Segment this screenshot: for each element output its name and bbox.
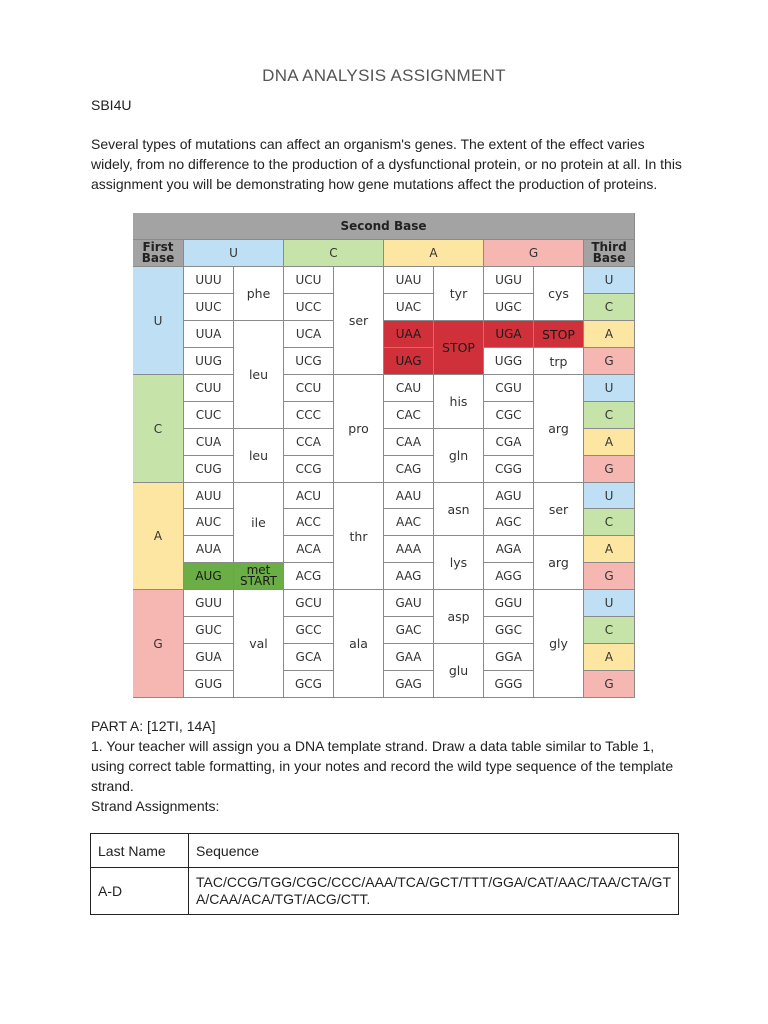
page-title: DNA ANALYSIS ASSIGNMENT <box>262 66 506 85</box>
third-base-cell: U <box>584 483 635 509</box>
codon-cell: CGC <box>484 402 534 429</box>
codon-cell: UAA <box>384 321 434 348</box>
first-base-header-text: Base <box>141 251 175 265</box>
amino-acid-stop: STOP <box>534 321 584 348</box>
third-base-cell: C <box>584 617 635 644</box>
codon-cell: UGG <box>484 348 534 375</box>
course-code: SBI4U <box>91 97 132 113</box>
codon-cell: UAG <box>384 348 434 375</box>
third-base-cell: G <box>584 563 635 590</box>
amino-acid-phe: phe <box>234 267 284 321</box>
table-header-row <box>91 834 679 868</box>
codon-cell: ACG <box>284 563 334 590</box>
amino-acid-stop: STOP <box>434 321 484 375</box>
first-base-header-text: First <box>142 240 174 254</box>
codon-cell: GUG <box>184 671 234 698</box>
codon-cell: UUG <box>184 348 234 375</box>
codon-cell: CUU <box>184 375 234 402</box>
amino-acid-val: val <box>234 590 284 698</box>
intro-line: Several types of mutations can affect an organism's genes. The extent of the effect varies <box>91 136 645 152</box>
third-base-cell: C <box>584 509 635 536</box>
codon-cell: AGG <box>484 563 534 590</box>
codon-cell: ACU <box>284 483 334 509</box>
codon-cell: GCC <box>284 617 334 644</box>
strand-assignments-table <box>90 833 679 915</box>
column-header-last-name: Last Name <box>91 834 189 868</box>
second-base-cell: A <box>384 240 484 267</box>
amino-acid-ile: ile <box>234 483 284 563</box>
last-name-cell: A-D <box>91 868 189 915</box>
first-base-header <box>133 240 184 267</box>
codon-cell: ACA <box>284 536 334 563</box>
codon-cell: AGC <box>484 509 534 536</box>
amino-acid-trp: trp <box>534 348 584 375</box>
codon-cell: AUU <box>184 483 234 509</box>
amino-acid-ser: ser <box>334 267 384 375</box>
amino-acid-his: his <box>434 375 484 429</box>
amino-acid-asp: asp <box>434 590 484 644</box>
codon-cell: CCU <box>284 375 334 402</box>
first-base-cell: C <box>133 375 184 483</box>
codon-cell: UUC <box>184 294 234 321</box>
codon-cell: AGA <box>484 536 534 563</box>
codon-cell: UCC <box>284 294 334 321</box>
amino-acid-cys: cys <box>534 267 584 321</box>
third-base-cell: G <box>584 456 635 483</box>
codon-cell: GUC <box>184 617 234 644</box>
amino-acid-ala: ala <box>334 590 384 698</box>
part-a-instruction-line: using correct table formatting, in your notes and record the wild type sequence of the template <box>91 758 674 774</box>
codon-cell: UUA <box>184 321 234 348</box>
codon-cell: CUC <box>184 402 234 429</box>
amino-acid-arg: arg <box>534 536 584 590</box>
codon-cell: UAC <box>384 294 434 321</box>
amino-acid-thr: thr <box>334 483 384 590</box>
codon-cell: UUU <box>184 267 234 294</box>
codon-cell: GCA <box>284 644 334 671</box>
strand-assignments-label: Strand Assignments: <box>91 798 220 814</box>
codon-cell: UGU <box>484 267 534 294</box>
codon-cell: AUA <box>184 536 234 563</box>
intro-line: widely, from no difference to the production of a dysfunctional protein, or no protein at all. In this <box>91 156 682 172</box>
third-base-header-text: Third <box>591 240 627 254</box>
amino-acid-lys: lys <box>434 536 484 590</box>
codon-cell: GUU <box>184 590 234 617</box>
codon-cell: CAG <box>384 456 434 483</box>
codon-cell: CAU <box>384 375 434 402</box>
codon-cell: CAA <box>384 429 434 456</box>
codon-cell: GAA <box>384 644 434 671</box>
codon-cell: GGG <box>484 671 534 698</box>
sequence-line: A/CAA/ACA/TGT/ACG/CTT. <box>196 891 371 907</box>
codon-cell: CGA <box>484 429 534 456</box>
codon-cell: CCG <box>284 456 334 483</box>
codon-cell: GUA <box>184 644 234 671</box>
codon-cell: ACC <box>284 509 334 536</box>
amino-acid-glu: glu <box>434 644 484 698</box>
amino-acid-met-start <box>234 563 284 590</box>
second-base-cell: G <box>484 240 584 267</box>
amino-acid-pro: pro <box>334 375 384 483</box>
third-base-cell: A <box>584 644 635 671</box>
codon-cell: GCG <box>284 671 334 698</box>
first-base-cell: A <box>133 483 184 590</box>
codon-cell: UAU <box>384 267 434 294</box>
third-base-header <box>584 240 635 267</box>
codon-cell: CCA <box>284 429 334 456</box>
codon-cell: AUG <box>184 563 234 590</box>
codon-cell: UCU <box>284 267 334 294</box>
first-base-cell: U <box>133 267 184 375</box>
codon-cell: AAC <box>384 509 434 536</box>
second-base-cell: C <box>284 240 384 267</box>
third-base-cell: C <box>584 402 635 429</box>
third-base-cell: A <box>584 536 635 563</box>
third-base-cell: C <box>584 294 635 321</box>
codon-cell: CAC <box>384 402 434 429</box>
part-a-section <box>91 716 691 816</box>
codon-cell: UCA <box>284 321 334 348</box>
amino-acid-gln: gln <box>434 429 484 483</box>
third-base-cell: U <box>584 375 635 402</box>
table-row <box>91 868 679 915</box>
third-base-cell: G <box>584 348 635 375</box>
first-base-cell: G <box>133 590 184 698</box>
part-a-heading: PART A: [12TI, 14A] <box>91 718 216 734</box>
second-base-header: Second Base <box>133 213 635 240</box>
third-base-cell: A <box>584 429 635 456</box>
codon-cell: UGA <box>484 321 534 348</box>
codon-cell: GAC <box>384 617 434 644</box>
sequence-cell <box>189 868 679 915</box>
amino-acid-leu: leu <box>234 321 284 429</box>
codon-cell: GGU <box>484 590 534 617</box>
codon-cell: CGU <box>484 375 534 402</box>
codon-cell: GAG <box>384 671 434 698</box>
amino-acid-asn: asn <box>434 483 484 536</box>
codon-cell: GGC <box>484 617 534 644</box>
amino-acid-arg: arg <box>534 375 584 483</box>
codon-cell: AAA <box>384 536 434 563</box>
third-base-cell: U <box>584 590 635 617</box>
amino-acid-gly: gly <box>534 590 584 698</box>
codon-cell: GGA <box>484 644 534 671</box>
codon-table <box>133 213 635 698</box>
codon-cell: UGC <box>484 294 534 321</box>
codon-cell: AAG <box>384 563 434 590</box>
codon-cell: CUA <box>184 429 234 456</box>
codon-cell: CUG <box>184 456 234 483</box>
column-header-sequence: Sequence <box>189 834 679 868</box>
codon-cell: AAU <box>384 483 434 509</box>
codon-cell: AUC <box>184 509 234 536</box>
part-a-instruction-line: 1. Your teacher will assign you a DNA template strand. Draw a data table similar to Table 1, <box>91 738 655 754</box>
codon-cell: UCG <box>284 348 334 375</box>
part-a-instruction-line: strand. <box>91 778 134 794</box>
codon-cell: CGG <box>484 456 534 483</box>
intro-paragraph <box>91 134 691 194</box>
third-base-cell: A <box>584 321 635 348</box>
amino-acid-met-start-text: START <box>239 574 278 588</box>
third-base-cell: G <box>584 671 635 698</box>
codon-cell: AGU <box>484 483 534 509</box>
third-base-cell: U <box>584 267 635 294</box>
codon-cell: GAU <box>384 590 434 617</box>
codon-cell: GCU <box>284 590 334 617</box>
amino-acid-met-start-text: met <box>246 563 271 577</box>
amino-acid-ser: ser <box>534 483 584 536</box>
amino-acid-tyr: tyr <box>434 267 484 321</box>
amino-acid-leu: leu <box>234 429 284 483</box>
sequence-line: TAC/CCG/TGG/CGC/CCC/AAA/TCA/GCT/TTT/GGA/CAT/AAC/TAA/CTA/GT <box>196 874 671 890</box>
second-base-cell: U <box>184 240 284 267</box>
codon-cell: CCC <box>284 402 334 429</box>
intro-line: assignment you will be demonstrating how gene mutations affect the production of proteins. <box>91 176 658 192</box>
third-base-header-text: Base <box>592 251 626 265</box>
